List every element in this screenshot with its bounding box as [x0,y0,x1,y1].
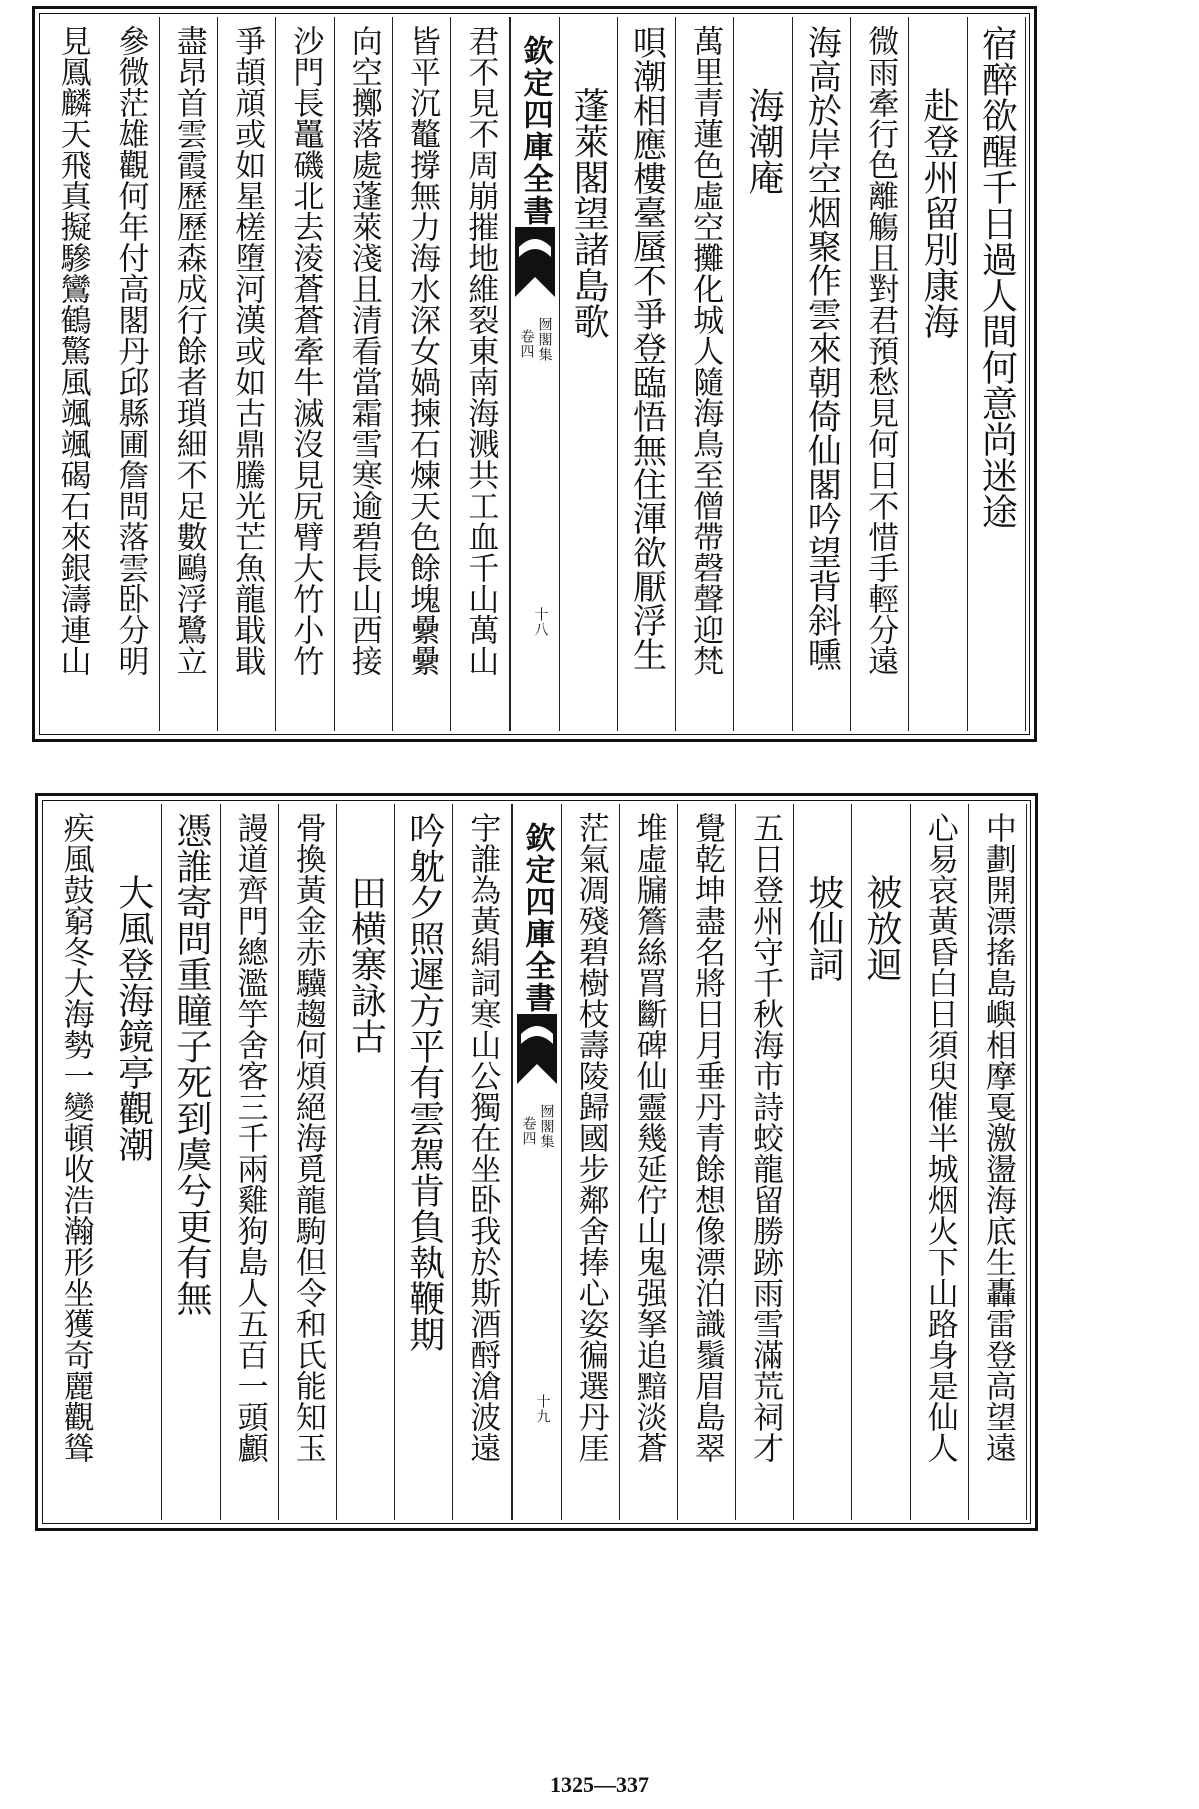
text-column [101,17,159,731]
text-column [676,17,734,731]
column-text: 憑誰寄問重瞳子死到虞兮更有無 [170,812,212,1316]
column-text: 被放迴 [861,874,903,982]
text-column [393,17,451,731]
column-text: 吟躭夕照遲方平有雲駕肯負執鞭期 [403,812,445,1352]
text-column [793,17,851,731]
column-text: 堆虛牖簷絲罥斷碑仙靈幾延佇山鬼强拏追黯淡蒼 [630,812,667,1463]
book-name: 囫閣集 [538,1104,555,1149]
column-text: 覺乾坤盡名將日月垂丹青餘想像漂泊識鬚眉島翠 [688,812,725,1463]
book-title: 欽定四庫全書 [517,35,553,227]
column-text: 坡仙詞 [802,874,844,982]
fish-tail-mark-icon [517,1014,557,1084]
text-column [851,17,909,731]
text-column [335,17,393,731]
column-text: 微雨牽行色離觴且對君預愁見何日不惜手輕分遠 [862,25,899,676]
text-column [678,804,736,1520]
column-text: 盡昂首雲霞歷歷森成行餘者瑣細不足數鷗浮鷺立 [170,25,207,676]
text-column [46,804,104,1520]
text-column [104,804,162,1520]
text-column [451,17,509,731]
volume-label: 卷四 [520,1116,537,1146]
text-column [794,804,852,1520]
column-text: 赴登州留別康海 [918,87,960,339]
text-column [736,804,794,1520]
column-text: 五日登州守千秋海市詩蛟龍留勝跡雨雪滿荒祠才 [747,812,784,1463]
text-column [218,17,276,731]
column-text: 謾道齊門總濫竽舍客三千兩雞狗島人五百一頭顱 [231,812,268,1463]
text-column [279,804,337,1520]
column-text: 宇誰為黃絹詞寒山公獨在坐卧我於斯酒酹滄波遠 [464,812,501,1463]
column-text: 見鳳麟天飛真擬驂鸞鶴驚風颯颯碣石來銀濤連山 [54,25,91,676]
text-column [43,17,101,731]
column-text: 萬里青蓮色虛空攤化城人隨海鳥至僧帶磬聲迎梵 [687,25,724,676]
column-text: 海高於岸空烟聚作雲來朝倚仙閣吟望背斜曛 [801,25,842,671]
text-column [560,17,618,731]
book-title: 欽定四庫全書 [519,822,555,1014]
column-text: 大風登海鏡亭觀潮 [112,874,154,1162]
column-text: 宿醉欲醒千日過人間何意尚迷途 [976,25,1018,529]
page-number-footer: 1325—337 [550,1772,649,1797]
column-text: 茫氣凋殘碧樹枝壽陵歸國步鄰舍捧心姿徧選丹厓 [572,812,609,1463]
text-column [969,804,1027,1520]
column-text: 沙門長鼉磯北去淩蒼蒼牽牛滅沒見尻臂大竹小竹 [287,25,324,676]
column-text: 向空擲落處蓬萊淺且清看當霜雪寒逾碧長山西接 [345,25,382,676]
text-column [911,804,969,1520]
text-column [620,804,678,1520]
column-text: 心易哀黃昏白日須臾催半城烟火下山路身是仙人 [921,812,958,1463]
text-column [337,804,395,1520]
text-column [162,804,220,1520]
column-text: 爭頡頏或如星槎墮河漢或如古鼎騰光芒魚龍戢戢 [229,25,266,676]
column-text: 中劃開漂搖島嶼相摩戛激盪海底生轟雷登高望遠 [979,812,1016,1463]
column-text: 君不見不周崩摧地維裂東南海溅共工血千山萬山 [462,25,499,676]
fish-tail-mark-icon [515,227,555,297]
folio-number: 十九 [534,1394,551,1424]
column-text: 海潮庵 [743,87,785,195]
text-column [221,804,279,1520]
bottom-page [35,793,1038,1531]
text-column [453,804,511,1520]
text-column [852,804,910,1520]
column-text: 唄潮相應樓臺蜃不爭登臨悟無住渾欲厭浮生 [626,25,667,671]
text-column [395,804,453,1520]
column-text: 參微茫雄觀何年付高閣丹邱縣圃詹問落雲卧分明 [112,25,149,676]
text-column [562,804,620,1520]
top-page [32,6,1037,742]
column-text: 田横寨詠古 [345,874,387,1054]
center-fold-column [510,17,560,731]
column-text: 蓬萊閣望諸島歌 [568,87,610,339]
column-text: 皆平沉鼇撐無力海水深女媧揀石煉天色餘塊纍纍 [404,25,441,676]
text-column [734,17,792,731]
text-column [909,17,967,731]
folio-number: 十八 [532,607,549,637]
center-fold-column [512,804,562,1520]
book-name: 囫閣集 [536,317,553,362]
text-column [160,17,218,731]
column-text: 骨換黃金赤驥趨何煩絕海覓龍駒但令和氏能知玉 [289,812,326,1463]
text-column [968,17,1026,731]
text-column [276,17,334,731]
column-text: 疾風鼓窮冬大海勢一變頓收浩瀚形坐獲奇麗觀聳 [57,812,94,1463]
volume-label: 卷四 [518,329,535,359]
text-column [618,17,676,731]
